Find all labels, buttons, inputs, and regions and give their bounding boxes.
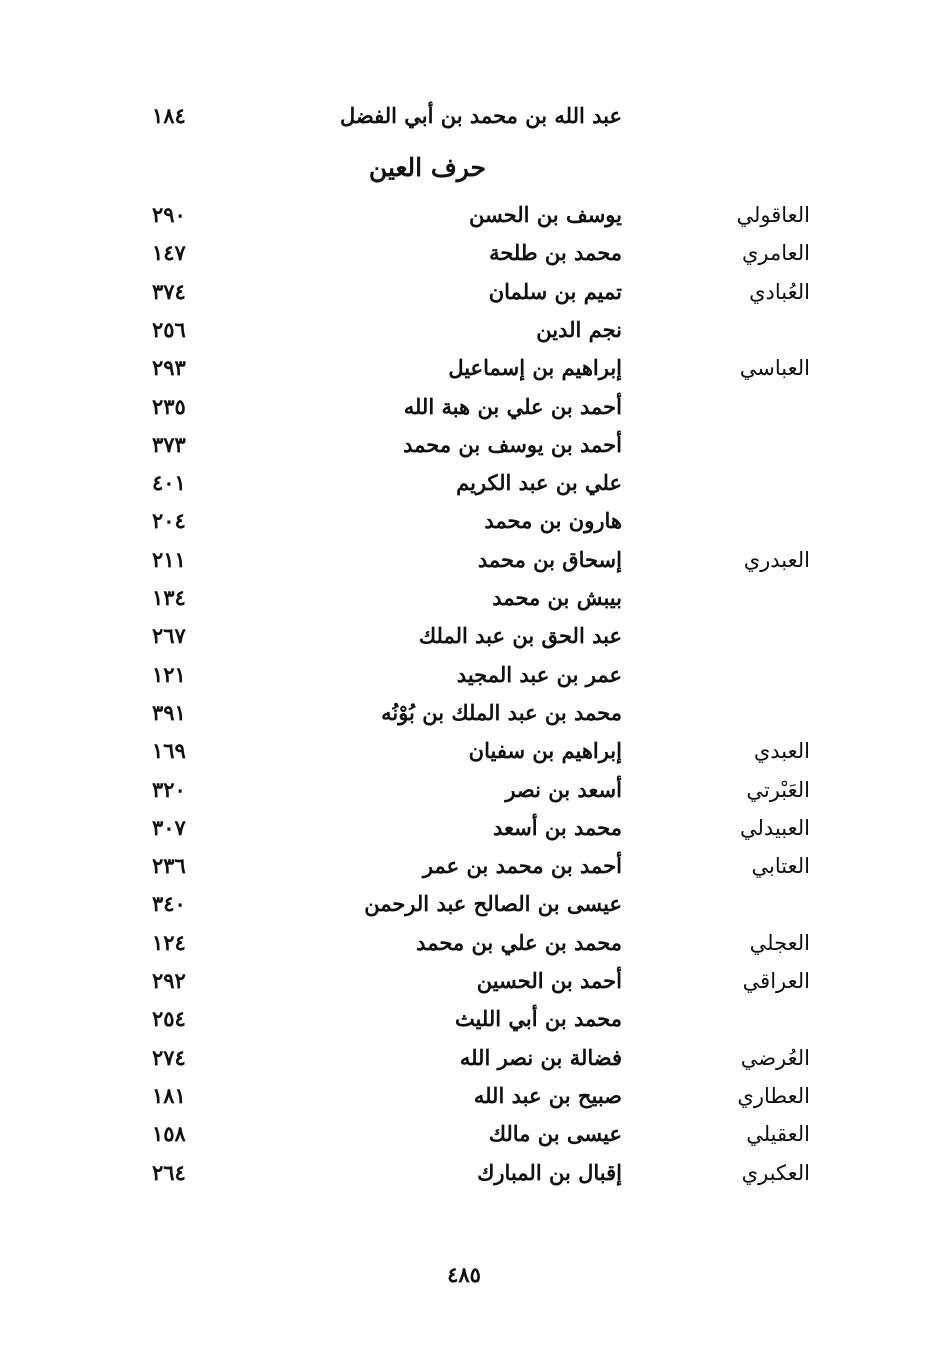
page-number: ٤٨٥ — [447, 1262, 481, 1287]
list-item — [0, 349, 928, 387]
list-item — [0, 1154, 928, 1192]
entry-nisba: العطاري — [737, 1084, 810, 1108]
entry-page-number: ١٣٤ — [152, 585, 186, 610]
entry-name: بيبش بن محمد — [492, 585, 622, 610]
entry-nisba: العَبْرتي — [746, 778, 810, 802]
entry-page-number: ٢٩٢ — [152, 968, 186, 993]
list-item — [0, 1000, 928, 1038]
entry-nisba: العجلي — [749, 931, 810, 955]
entry-page-number: ١٤٧ — [152, 240, 186, 265]
entry-page-number: ١٦٩ — [152, 738, 186, 763]
list-item — [0, 234, 928, 272]
entry-nisba: العكبري — [741, 1161, 810, 1185]
entry-page-number: ٣٤٠ — [152, 891, 186, 916]
list-item — [0, 847, 928, 885]
list-item — [0, 388, 928, 426]
entry-name: عيسى بن مالك — [488, 1121, 622, 1146]
entry-nisba: العبدري — [743, 548, 810, 572]
entry-name: هارون بن محمد — [484, 508, 622, 533]
entry-name: إبراهيم بن إسماعيل — [448, 355, 622, 380]
entry-name: عمر بن عبد المجيد — [456, 662, 622, 687]
list-item — [0, 694, 928, 732]
list-item — [0, 502, 928, 540]
entry-page-number: ٢٩٣ — [152, 355, 186, 380]
entry-name: صبيح بن عبد الله — [473, 1083, 622, 1108]
entry-page-number: ١٨١ — [152, 1083, 186, 1108]
list-item — [0, 924, 928, 962]
entry-nisba: العتابي — [751, 854, 810, 878]
list-item — [0, 426, 928, 464]
list-item — [0, 1077, 928, 1115]
entry-name: إقبال بن المبارك — [477, 1160, 622, 1185]
entry-page-number: ٢٣٦ — [152, 853, 186, 878]
entry-name: أحمد بن الحسين — [476, 968, 622, 993]
top-entry-row — [0, 97, 928, 135]
list-item — [0, 273, 928, 311]
list-item — [0, 809, 928, 847]
list-item — [0, 196, 928, 234]
entry-nisba: العُرضي — [740, 1046, 810, 1070]
entry-name: تميم بن سلمان — [488, 279, 622, 304]
list-item — [0, 885, 928, 923]
entry-name: فضالة بن نصر الله — [459, 1045, 622, 1070]
entry-nisba: العاقولي — [736, 203, 810, 227]
entry-name: أسعد بن نصر — [505, 777, 622, 802]
entry-page-number: ١٨٤ — [152, 103, 186, 128]
entry-page-number: ٢٥٤ — [152, 1006, 186, 1031]
list-item — [0, 962, 928, 1000]
list-item — [0, 1115, 928, 1153]
entry-page-number: ١٢٤ — [152, 930, 186, 955]
list-item — [0, 464, 928, 502]
list-item — [0, 617, 928, 655]
list-item — [0, 1039, 928, 1077]
list-item — [0, 579, 928, 617]
entry-name: نجم الدين — [536, 317, 622, 342]
list-item — [0, 541, 928, 579]
entry-name: أحمد بن محمد بن عمر — [422, 853, 622, 878]
entry-page-number: ٢٣٥ — [152, 394, 186, 419]
entry-page-number: ٢٧٤ — [152, 1045, 186, 1070]
entry-name: يوسف بن الحسن — [469, 202, 622, 227]
entry-nisba: العباسي — [739, 356, 810, 380]
entry-name: إبراهيم بن سفيان — [468, 738, 622, 763]
entry-name: محمد بن أبي الليث — [454, 1006, 622, 1031]
entry-page-number: ٢١١ — [152, 547, 186, 572]
entry-name: محمد بن علي بن محمد — [416, 930, 622, 955]
entry-page-number: ٢٦٤ — [152, 1160, 186, 1185]
entry-nisba: العبيدلي — [740, 816, 810, 840]
list-item — [0, 732, 928, 770]
entry-nisba: العراقي — [742, 969, 810, 993]
entry-page-number: ١٥٨ — [152, 1121, 186, 1146]
entry-nisba: العبدي — [753, 739, 810, 763]
entry-nisba: العقيلي — [746, 1122, 810, 1146]
entry-name: محمد بن أسعد — [492, 815, 622, 840]
entry-name: عيسى بن الصالح عبد الرحمن — [364, 891, 622, 916]
entry-page-number: ٣٧٤ — [152, 279, 186, 304]
entry-page-number: ٤٠١ — [152, 470, 186, 495]
entry-page-number: ٢٥٦ — [152, 317, 186, 342]
list-item — [0, 771, 928, 809]
entry-nisba: العُبادي — [749, 280, 810, 304]
entry-name: محمد بن عبد الملك بن بُوْنُه — [381, 700, 622, 725]
entry-page-number: ١٢١ — [152, 662, 186, 687]
entry-name: أحمد بن علي بن هبة الله — [403, 394, 622, 419]
section-heading: حرف العين — [368, 153, 486, 182]
list-item — [0, 656, 928, 694]
entry-page-number: ٣٢٠ — [152, 777, 186, 802]
entry-page-number: ٢٦٧ — [152, 623, 186, 648]
entry-name: محمد بن طلحة — [489, 240, 622, 265]
entry-page-number: ٢٩٠ — [152, 202, 186, 227]
entry-name: عبد الله بن محمد بن أبي الفضل — [340, 103, 622, 128]
entry-name: أحمد بن يوسف بن محمد — [403, 432, 622, 457]
entry-page-number: ٣٠٧ — [152, 815, 186, 840]
entry-name: إسحاق بن محمد — [477, 547, 622, 572]
entry-name: علي بن عبد الكريم — [456, 470, 622, 495]
entry-page-number: ٢٠٤ — [152, 508, 186, 533]
entry-page-number: ٣٧٣ — [152, 432, 186, 457]
entry-page-number: ٣٩١ — [152, 700, 186, 725]
list-item — [0, 311, 928, 349]
entry-nisba: العامري — [741, 241, 810, 265]
entry-name: عبد الحق بن عبد الملك — [418, 623, 622, 648]
